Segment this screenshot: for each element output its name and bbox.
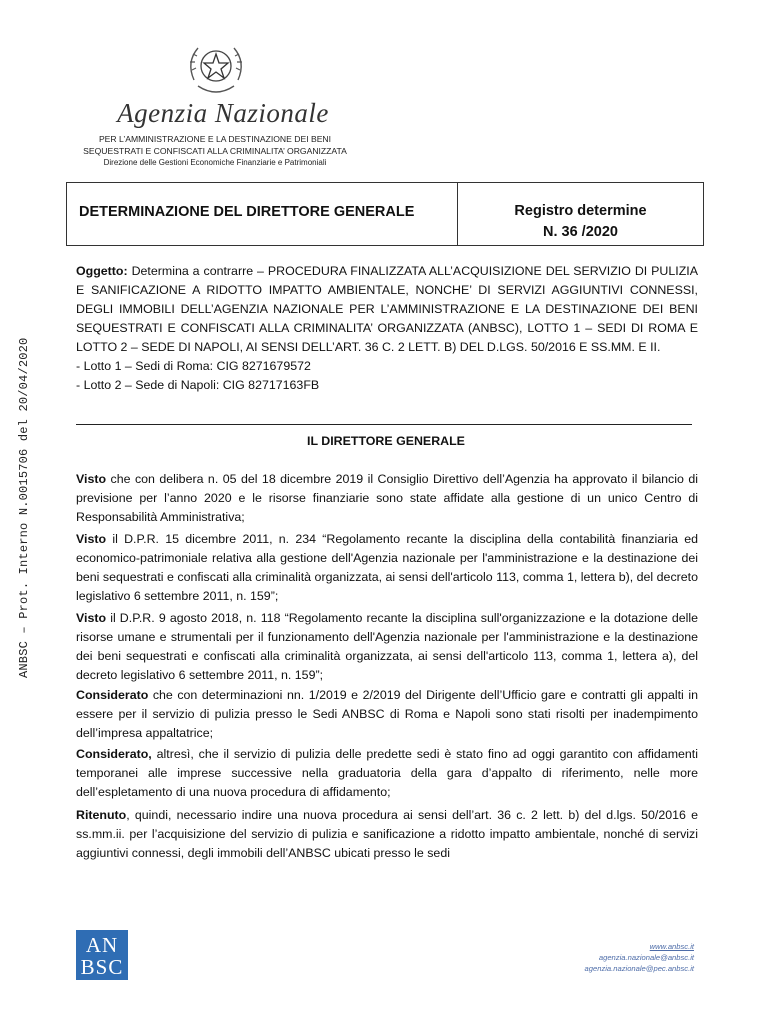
paragraph [76, 806, 698, 863]
title-box [66, 182, 704, 246]
email-link[interactable]: agenzia.nazionale@anbsc.it [598, 953, 694, 962]
subject-label: Oggetto: [76, 264, 128, 278]
paragraph-lead: Considerato, [76, 747, 152, 761]
paragraph [76, 609, 698, 685]
agency-subtitle [60, 133, 370, 169]
agency-name: Agenzia Nazionale [117, 98, 329, 128]
agency-subtitle-line1: PER L’AMMINISTRAZIONE E LA DESTINAZIONE DEI BENI [98, 134, 332, 144]
paragraph [76, 470, 698, 527]
pec-link[interactable]: agenzia.nazionale@pec.anbsc.it [584, 964, 694, 973]
protocol-stamp: ANBSC – Prot. Interno N.0015706 del 20/04/2020 [17, 337, 31, 678]
director-heading: IL DIRETTORE GENERALE [307, 434, 465, 448]
paragraph-text: , quindi, necessario indire una nuova procedura ai sensi dell’art. 36 c. 2 lett. b) del d.lgs. 50/2016 e ss.mm.ii. per l’acquisizione del servizio di pulizia e sanificazione a ridotto impatto ambientale, nonché di servizi aggiuntivi connessi, degli immobili dell’ANBSC ubicati presso le sedi [76, 808, 698, 860]
subject-block [76, 262, 698, 395]
footer-contacts [585, 941, 694, 974]
paragraph-text: che con delibera n. 05 del 18 dicembre 2019 il Consiglio Direttivo dell’Agenzia ha approvato il bilancio di previsione per l’anno 2020 e le risorse finanziarie sono state affidate alla gestione di un unico Centro di Responsabilità Amministrativa; [76, 472, 698, 524]
paragraph-text: il D.P.R. 9 agosto 2018, n. 118 “Regolamento recante la disciplina sull'organizzazione e la dotazione delle risorse umane e strumentali per il funzionamento dell'Agenzia nazionale per l'amministrazione e la destinazione dei beni sequestrati e confiscati alla criminalità organizzata, ai sensi dell'articolo 113, comma 1, lettera a), del decreto legislativo 6 settembre 2011, n. 159”; [76, 611, 698, 682]
logo-line2: BSC [80, 955, 124, 979]
paragraph-lead: Considerato [76, 688, 149, 702]
republic-emblem-icon [180, 40, 252, 102]
paragraph-text: altresì, che il servizio di pulizia delle predette sedi è stato fino ad oggi garantito con affidamenti temporanei alle imprese successive nella graduatoria della gara d’appalto di riferimento, nelle more dell’espletamento di una nuova procedura di affidamento; [76, 747, 698, 799]
agency-subtitle-line2: SEQUESTRATI E CONFISCATI ALLA CRIMINALITA’ ORGANIZZATA [83, 146, 347, 156]
document-type-title: DETERMINAZIONE DEL DIRETTORE GENERALE [67, 183, 458, 245]
separator-line [76, 424, 692, 425]
lot-2: - Lotto 2 – Sede di Napoli: CIG 82717163FB [76, 378, 320, 392]
register-number [458, 183, 703, 245]
paragraph [76, 745, 698, 802]
paragraph-text: il D.P.R. 15 dicembre 2011, n. 234 “Regolamento recante la disciplina della contabilità finanziaria ed economico-patrimoniale relativa alla gestione dell'Agenzia nazionale per l'amministrazione e la destinazione dei beni sequestrati e confiscati alla criminalità organizzata, ai sensi dell'articolo 113, comma 1, lettera b), del decreto legislativo 6 settembre 2011, n. 159”; [76, 532, 698, 603]
paragraph-lead: Ritenuto [76, 808, 127, 822]
logo-line1: AN [85, 933, 119, 957]
subject-text: Determina a contrarre – PROCEDURA FINALIZZATA ALL’ACQUISIZIONE DEL SERVIZIO DI PULIZIA E SANIFICAZIONE A RIDOTTO IMPATTO AMBIENTALE, NONCHE’ DI SERVIZI AGGIUNTIVI CONNESSI, DEGLI IMMOBILI DELL’AGENZIA NAZIONALE PER L’AMMINISTRAZIONE E LA DESTINAZIONE DEI BENI SEQUESTRATI E CONFISCATI ALLA CRIMINALITA’ ORGANIZZATA (ANBSC), LOTTO 1 – SEDI DI ROMA E LOTTO 2 – SEDE DI NAPOLI, AI SENSI DELL’ART. 36 C. 2 LETT. B) DEL D.LGS. 50/2016 E SS.MM. E II. [76, 264, 698, 354]
agency-department: Direzione delle Gestioni Economiche Finanziarie e Patrimoniali [103, 158, 327, 167]
paragraph [76, 530, 698, 606]
website-link[interactable]: www.anbsc.it [649, 942, 694, 951]
paragraph-lead: Visto [76, 472, 107, 486]
paragraph [76, 686, 698, 743]
register-value: N. 36 /2020 [543, 224, 618, 240]
register-label: Registro determine [514, 203, 647, 219]
lot-1: - Lotto 1 – Sedi di Roma: CIG 8271679572 [76, 359, 311, 373]
paragraph-lead: Visto [76, 611, 107, 625]
paragraph-text: che con determinazioni nn. 1/2019 e 2/2019 del Dirigente dell’Ufficio gare e contratti gli appalti in essere per il servizio di pulizia presso le Sedi ANBSC di Roma e Napoli sono stati risolti per inadempimento dell’impresa appaltatrice; [76, 688, 698, 740]
paragraph-lead: Visto [76, 532, 107, 546]
anbsc-logo [76, 930, 128, 980]
